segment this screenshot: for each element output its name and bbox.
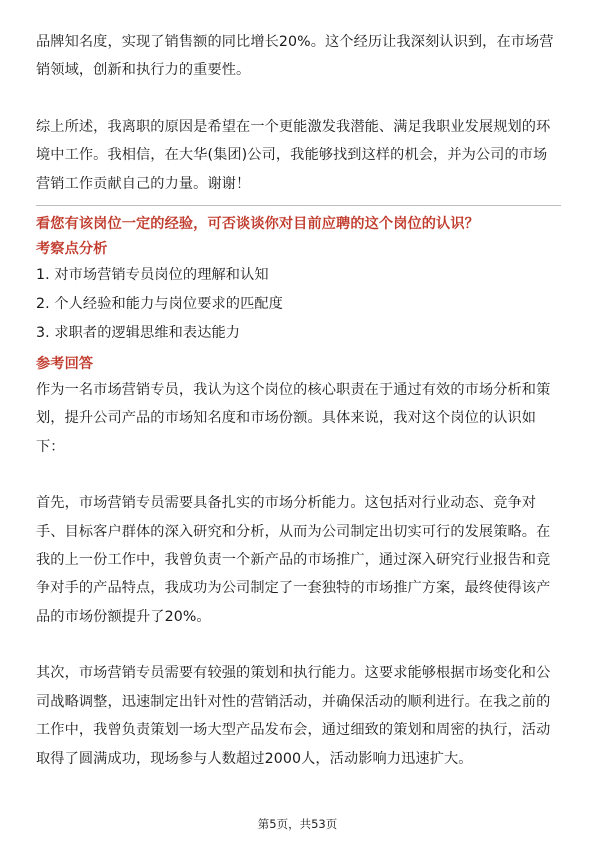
analysis-item-1: 1. 对市场营销专员岗位的理解和认知 (36, 267, 269, 284)
intro-paragraph-1: 品牌知名度，实现了销售额的同比增长20%。这个经历让我深刻认识到，在市场营销领域，创新和执行力的重要性。 (36, 34, 554, 79)
spacer (36, 631, 561, 659)
answer-paragraph-1: 作为一名市场营销专员，我认为这个岗位的核心职责在于通过有效的市场分析和策划，提升公司产品的市场知名度和市场份额。具体来说，我对这个岗位的认识如下： (36, 382, 551, 455)
interview-question: 看您有该岗位一定的经验，可否谈谈你对目前应聘的这个岗位的认识？ (36, 216, 479, 233)
document-page (36, 28, 561, 773)
spacer (36, 85, 561, 113)
analysis-item-2: 2. 个人经验和能力与岗位要求的匹配度 (36, 296, 283, 313)
answer-paragraph-3: 其次，市场营销专员需要有较强的策划和执行能力。这要求能够根据市场变化和公司战略调整，迅速制定出针对性的营销活动，并确保活动的顺利进行。在我之前的工作中，我曾负责策划一场大型产品发布会，通过细致的策划和周密的执行，活动取得了圆满成功，现场参与人数超过2000人，活动影响力迅速扩大。 (36, 665, 551, 767)
spacer (36, 461, 561, 489)
answer-heading: 参考回答 (36, 356, 94, 373)
analysis-heading: 考察点分析 (36, 241, 108, 258)
section-divider (36, 205, 561, 206)
page-footer: 第5页，共53页 (257, 817, 338, 831)
analysis-item-3: 3. 求职者的逻辑思维和表达能力 (36, 325, 241, 342)
answer-paragraph-2: 首先，市场营销专员需要具备扎实的市场分析能力。这包括对行业动态、竞争对手、目标客户群体的深入研究和分析，从而为公司制定出切实可行的发展策略。在我的上一份工作中，我曾负责一个新产品的市场推广，通过深入研究行业报告和竞争对手的产品特点，我成功为公司制定了一套独特的市场推广方案，最终使得该产品的市场份额提升了20%。 (36, 495, 551, 625)
intro-paragraph-2: 综上所述，我离职的原因是希望在一个更能激发我潜能、满足我职业发展规划的环境中工作。我相信，在大华(集团)公司，我能够找到这样的机会，并为公司的市场营销工作贡献自己的力量。谢谢！ (36, 118, 551, 192)
